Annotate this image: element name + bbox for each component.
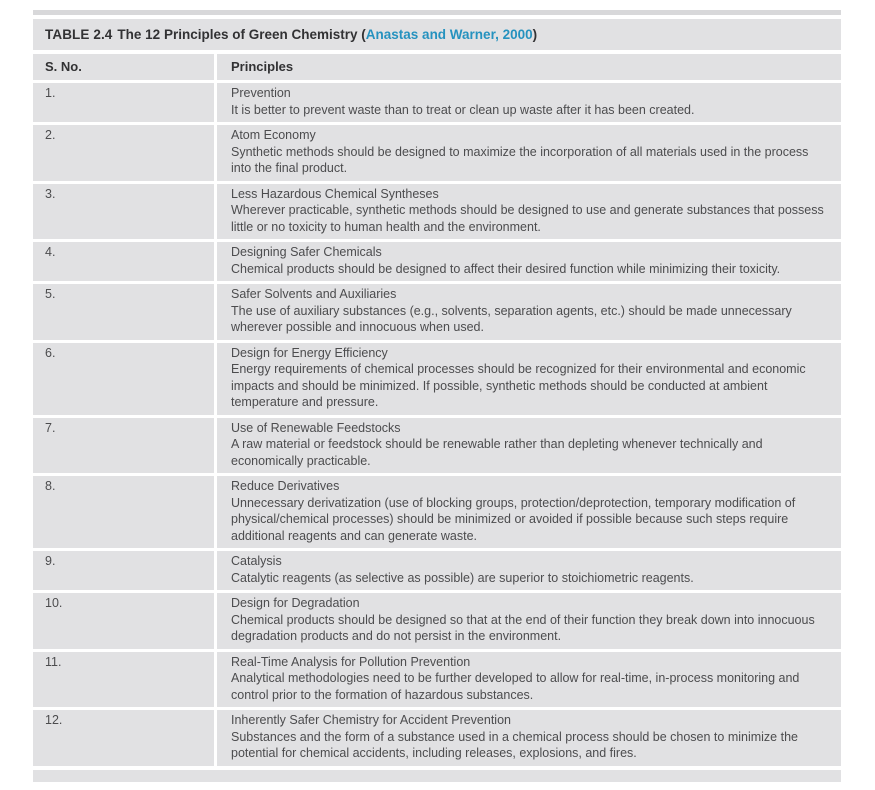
row-sno: 11. <box>33 652 214 708</box>
row-sno: 10. <box>33 593 214 649</box>
row-sno: 7. <box>33 418 214 474</box>
table-row-6 <box>33 343 841 415</box>
table-title <box>33 19 841 50</box>
principle-name: Designing Safer Chemicals <box>231 245 382 259</box>
table-row-9 <box>33 551 841 590</box>
principle-name: Real-Time Analysis for Pollution Prevention <box>231 654 471 669</box>
row-sno: 6. <box>33 343 214 415</box>
row-sno: 5. <box>33 284 214 340</box>
table-2-4 <box>33 10 841 782</box>
row-sno: 12. <box>33 710 214 766</box>
row-sno: 4. <box>33 242 214 281</box>
row-sno: 1. <box>33 83 214 122</box>
table-row-12 <box>33 710 841 766</box>
principle-name: Use of Renewable Feedstocks <box>231 420 401 435</box>
row-sno: 8. <box>33 476 214 548</box>
principle-name: Catalysis <box>231 554 282 568</box>
table-row-11 <box>33 652 841 708</box>
citation-open-paren: ( <box>361 27 366 42</box>
principle-desc: The use of auxiliary substances (e.g., solvents, separation agents, etc.) should be made unnecessary wherever possible and innocuous when used. <box>231 303 792 334</box>
row-sno: 2. <box>33 125 214 181</box>
principle-desc: Unnecessary derivatization (use of blocking groups, protection/deprotection, temporary modification of physical/chemical processes) should be minimized or avoided if possible because such steps require additional reagents and can generate waste. <box>231 495 796 543</box>
table-caption: The 12 Principles of Green Chemistry <box>117 27 358 42</box>
table-row-7 <box>33 418 841 474</box>
row-sno: 3. <box>33 184 214 240</box>
principle-desc: Energy requirements of chemical processes should be recognized for their environmental and economic impacts and should be minimized. If possible, synthetic methods should be conducted at ambient temperature and pressure. <box>231 362 806 409</box>
table-top-rule <box>33 10 841 15</box>
principle-desc: Catalytic reagents (as selective as possible) are superior to stoichiometric reagents. <box>231 570 694 585</box>
table-header-row <box>33 54 841 80</box>
table-row-10 <box>33 593 841 649</box>
principle-desc: Substances and the form of a substance used in a chemical process should be chosen to minimize the potential for chemical accidents, including releases, explosions, and fires. <box>231 729 798 760</box>
citation-close-paren: ) <box>532 27 538 42</box>
principle-name: Prevention <box>231 86 291 100</box>
principle-desc: It is better to prevent waste than to treat or clean up waste after it has been created. <box>231 102 695 117</box>
table-number: TABLE 2.4 <box>45 27 113 42</box>
principle-desc: Analytical methodologies need to be further developed to allow for real-time, in-process monitoring and control prior to the formation of hazardous substances. <box>231 671 800 702</box>
table-row-2 <box>33 125 841 181</box>
principle-name: Atom Economy <box>231 128 316 142</box>
principle-desc: Chemical products should be designed so that at the end of their function they break down into innocuous degradation products and do not persist in the environment. <box>231 612 815 643</box>
principle-desc: Chemical products should be designed to affect their desired function while minimizing their toxicity. <box>231 261 781 276</box>
table-row-4 <box>33 242 841 281</box>
principle-name: Design for Degradation <box>231 596 360 610</box>
citation-link[interactable]: Anastas and Warner, 2000 <box>365 27 533 42</box>
table-row-5 <box>33 284 841 340</box>
principle-name: Design for Energy Efficiency <box>231 345 388 360</box>
table-row-8 <box>33 476 841 548</box>
principle-name: Safer Solvents and Auxiliaries <box>231 287 397 301</box>
column-header-sno: S. No. <box>33 54 214 80</box>
table-row-3 <box>33 184 841 240</box>
table-bottom-rule <box>33 770 841 782</box>
principle-name: Less Hazardous Chemical Syntheses <box>231 186 439 201</box>
row-sno: 9. <box>33 551 214 590</box>
principle-desc: Wherever practicable, synthetic methods should be designed to use and generate substances that possess little or no toxicity to human health and the environment. <box>231 203 824 234</box>
principle-name: Reduce Derivatives <box>231 479 340 493</box>
principle-name: Inherently Safer Chemistry for Accident Prevention <box>231 713 511 727</box>
principle-desc: Synthetic methods should be designed to maximize the incorporation of all materials used in the process into the final product. <box>231 144 809 175</box>
principle-desc: A raw material or feedstock should be renewable rather than depleting whenever technically and economically practicable. <box>231 437 763 468</box>
table-row-1 <box>33 83 841 122</box>
column-header-principles: Principles <box>217 54 841 80</box>
